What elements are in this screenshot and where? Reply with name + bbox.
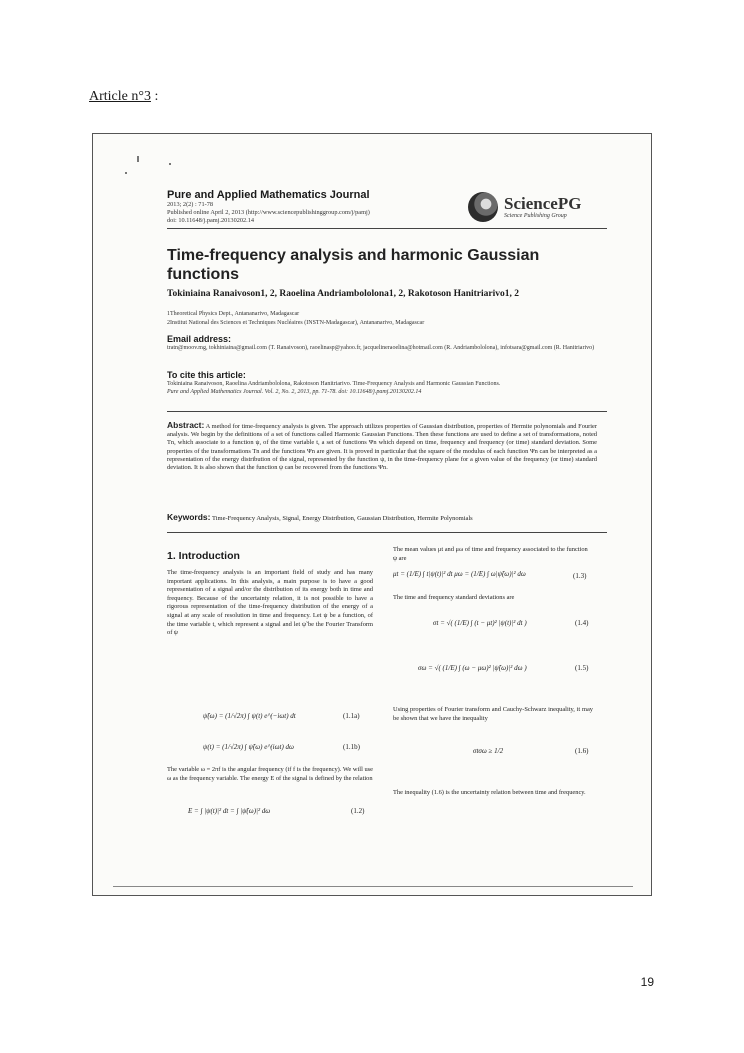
keywords-text: Time-Frequency Analysis, Signal, Energy Distribution, Gaussian Distribution, Hermite Polynomials xyxy=(211,515,473,522)
scan-speck xyxy=(125,172,127,174)
right-paragraph-2: The time and frequency standard deviations are xyxy=(393,594,515,601)
equation-1-3: μt = (1/E) ∫ t|ψ(t)|² dt μω = (1/E) ∫ ω|ψ̃(ω)|² dω xyxy=(393,570,526,578)
paper-authors: Tokiniaina Ranaivoson1, 2, Raoelina Andriambololona1, 2, Rakotoson Hanitriarivo1, 2 xyxy=(167,289,520,299)
affiliations xyxy=(167,310,607,327)
article-label-suffix: : xyxy=(150,89,159,104)
abstract-label: Abstract: xyxy=(167,420,205,430)
email-addresses: tratn@moov.mg, tokhiniaina@gmail.com (T. Ranaivoson), raoelinasp@yahoo.fr, jacquelineraoelina@hotmail.com (R. Andriambololona), infotsara@gmail.com (R. Hanitriarivo) xyxy=(167,345,595,351)
right-paragraph-1: The mean values μt and μω of time and frequency associated to the function ψ are xyxy=(393,546,588,562)
equation-1-2: E = ∫ |ψ(t)|² dt = ∫ |ψ̃(ω)|² dω xyxy=(188,807,271,815)
cite-section xyxy=(167,370,607,396)
equation-number-1-5: (1.5) xyxy=(575,664,589,672)
article-label-text: Article n°3 xyxy=(89,89,151,104)
publisher-logo xyxy=(468,192,588,222)
equation-1-1a: ψ̃(ω) = (1/√2π) ∫ ψ(t) e^(−iωt) dt xyxy=(203,712,296,720)
intro-heading: 1. Introduction xyxy=(167,550,240,562)
logo-name: SciencePG xyxy=(504,194,582,213)
scanned-article-page xyxy=(92,133,652,896)
cite-heading: To cite this article: xyxy=(167,370,246,380)
right-paragraph-4: The inequality (1.6) is the uncertainty relation between time and frequency. xyxy=(393,789,586,796)
affiliation-2: 2Institut National des Sciences et Techniques Nucléaires (INSTN-Madagascar), Antananarivo, Madagascar xyxy=(167,319,425,326)
affiliation-1: 1Theoretical Physics Dept., Antananarivo, Madagascar xyxy=(167,311,300,317)
email-section xyxy=(167,334,607,352)
email-heading: Email address: xyxy=(167,334,232,344)
journal-name: Pure and Applied Mathematics Journal xyxy=(167,189,370,201)
abstract xyxy=(167,421,597,472)
equation-number-1-2: (1.2) xyxy=(351,807,365,815)
intro-paragraph-1: The time-frequency analysis is an important field of study and has many important applications. In this analysis, a main purpose is to have a good representation of a signal and/or the distribution of its energy both in time and frequency. Because of the uncertainty relation, it is not possible to have a rigorous representation of the time-frequency distribution of the energy of a signal at any scale of resolution in time and frequency. Let ψ be a function, of the time variable t, which represent a signal and let ψ̃ be the Fourier Transform of ψ xyxy=(167,569,373,637)
cite-journal: Pure and Applied Mathematics Journal. Vol. 2, No. 2, 2013, pp. 71-78. doi: 10.11648/j.pamj.20130202.14 xyxy=(167,389,422,395)
article-label xyxy=(89,89,158,105)
equation-1-4: σt = √( (1/E) ∫ (t − μt)² |ψ(t)|² dt ) xyxy=(433,619,527,627)
equation-number-1-6: (1.6) xyxy=(575,747,589,755)
sciencepg-globe-icon xyxy=(468,192,498,222)
journal-issue: 2013; 2(2) : 71-78 xyxy=(167,201,213,208)
bottom-rule xyxy=(113,886,633,887)
equation-1-6: σtσω ≥ 1/2 xyxy=(473,747,504,755)
scan-speck xyxy=(137,156,139,162)
journal-published: Published online April 2, 2013 (http://www.sciencepublishinggroup.com/j/pamj) xyxy=(167,209,370,216)
equation-number-1-3: (1.3) xyxy=(573,572,587,580)
abstract-text: A method for time-frequency analysis is given. The approach utilizes properties of Gaussian distribution, properties of Hermite polynomials and Fourier analysis. We begin by the definitions of a set of functions called Harmonic Gaussian Functions. Then these functions are used to define a set of transformations, noted Tn, which associate to a function ψ, of the time variable t, a set of functions Ψn which depend on time, frequency and frequency (or time) standard deviation. Some properties of the transformations Tn and the functions Ψn are given. It is proved in particular that the square of the modulus of each function Ψn can be interpreted as a representation of the energy distribution of the signal, represented by the function ψ, in the time-frequency plane for a given value of the frequency (or time) standard deviation. It is also shown that the function ψ can be recovered from the functions Ψn. xyxy=(167,423,597,472)
abstract-rule xyxy=(167,411,607,412)
right-paragraph-3: Using properties of Fourier transform and Cauchy-Schwarz inequality, it may be shown that we have the inequality xyxy=(393,706,593,722)
keywords-rule xyxy=(167,532,607,533)
keywords-label: Keywords: xyxy=(167,512,211,522)
scan-speck xyxy=(169,163,171,165)
page-number: 19 xyxy=(640,975,654,989)
intro-paragraph-2: The variable ω = 2πf is the angular frequency (if f is the frequency). We will use ω as the frequency variable. The energy E of the signal is defined by the relation xyxy=(167,766,373,782)
paper-title: Time-frequency analysis and harmonic Gaussian functions xyxy=(167,247,540,283)
journal-doi: doi: 10.11648/j.pamj.20130202.14 xyxy=(167,217,255,224)
equation-1-1b: ψ(t) = (1/√2π) ∫ ψ̃(ω) e^(iωt) dω xyxy=(203,743,294,751)
equation-number-1-1a: (1.1a) xyxy=(343,712,360,720)
header-rule xyxy=(167,228,607,229)
equation-number-1-1b: (1.1b) xyxy=(343,743,360,751)
keywords xyxy=(167,512,597,522)
equation-1-5: σω = √( (1/E) ∫ (ω − μω)² |ψ̃(ω)|² dω ) xyxy=(418,664,527,672)
cite-text: Tokiniaina Ranaivoson, Raoelina Andriambololona, Rakotoson Hanitriarivo. Time-Frequency Analysis and Harmonic Gaussian Functions. xyxy=(167,381,501,387)
equation-number-1-4: (1.4) xyxy=(575,619,589,627)
logo-subtitle: Science Publishing Group xyxy=(504,213,567,219)
